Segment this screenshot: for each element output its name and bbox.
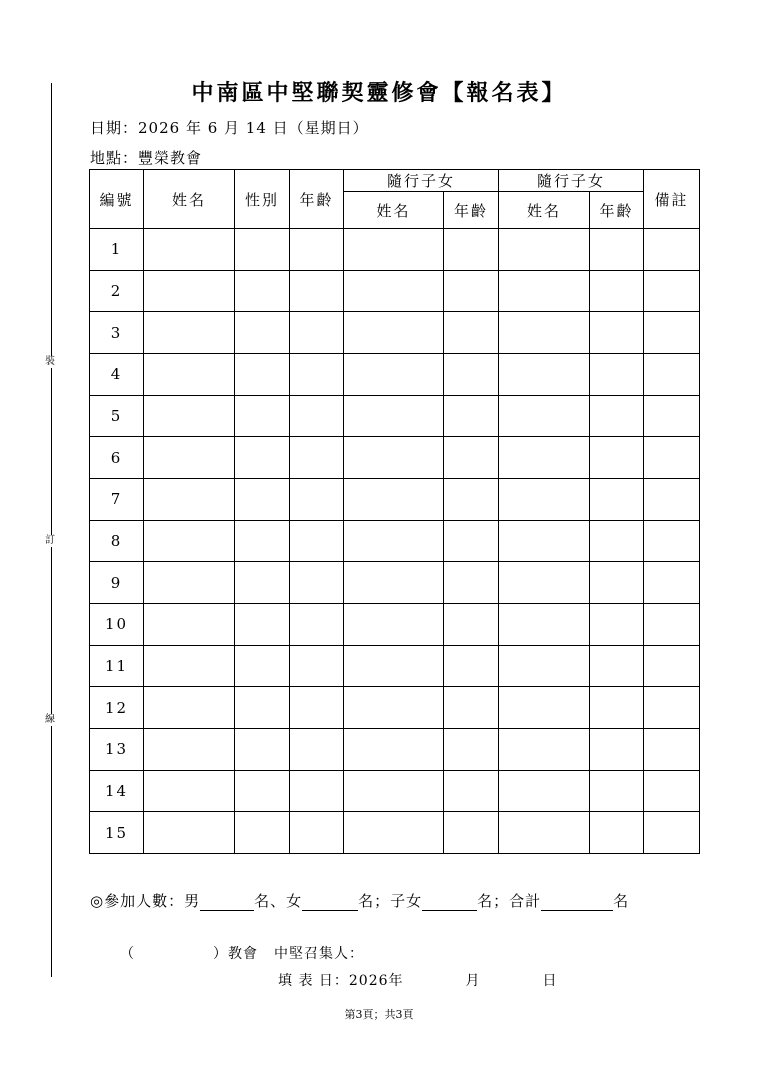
- child1-name-cell[interactable]: [344, 229, 444, 271]
- child1-age-cell[interactable]: [444, 353, 499, 395]
- summary-children-unit: 名；合計: [477, 892, 542, 910]
- name-cell[interactable]: [144, 645, 235, 687]
- child1-name-cell[interactable]: [344, 687, 444, 729]
- remarks-cell[interactable]: [644, 520, 700, 562]
- child2-age-cell[interactable]: [590, 312, 644, 354]
- child2-name-cell[interactable]: [499, 353, 590, 395]
- child2-age-cell[interactable]: [590, 728, 644, 770]
- child1-name-cell[interactable]: [344, 812, 444, 854]
- age-cell[interactable]: [290, 353, 344, 395]
- total-count-field[interactable]: [541, 892, 613, 911]
- child2-age-cell[interactable]: [590, 562, 644, 604]
- convener-label: 中堅召集人：: [274, 946, 364, 962]
- remarks-cell[interactable]: [644, 603, 700, 645]
- gender-cell[interactable]: [235, 478, 290, 520]
- age-cell[interactable]: [290, 645, 344, 687]
- child2-age-cell[interactable]: [590, 812, 644, 854]
- gender-cell[interactable]: [235, 812, 290, 854]
- row-number: 5: [90, 395, 144, 437]
- child2-name-cell[interactable]: [499, 229, 590, 271]
- child2-name-cell[interactable]: [499, 270, 590, 312]
- child1-age-cell[interactable]: [444, 687, 499, 729]
- table-row: [90, 353, 700, 395]
- name-cell[interactable]: [144, 520, 235, 562]
- child2-name-cell[interactable]: [499, 812, 590, 854]
- name-cell[interactable]: [144, 562, 235, 604]
- row-number: 12: [90, 687, 144, 729]
- remarks-cell[interactable]: [644, 353, 700, 395]
- name-cell[interactable]: [144, 437, 235, 479]
- child2-name-cell[interactable]: [499, 395, 590, 437]
- gender-cell[interactable]: [235, 353, 290, 395]
- gender-cell[interactable]: [235, 520, 290, 562]
- header-number: 編號: [90, 170, 144, 229]
- row-number: 10: [90, 603, 144, 645]
- child1-age-cell[interactable]: [444, 270, 499, 312]
- child1-age-cell[interactable]: [444, 312, 499, 354]
- event-location: 地點：豐榮教會: [90, 149, 203, 167]
- child1-name-cell[interactable]: [344, 353, 444, 395]
- remarks-cell[interactable]: [644, 395, 700, 437]
- child1-name-cell[interactable]: [344, 520, 444, 562]
- child1-name-cell[interactable]: [344, 478, 444, 520]
- name-cell[interactable]: [144, 270, 235, 312]
- remarks-cell[interactable]: [644, 312, 700, 354]
- female-count-field[interactable]: [302, 892, 358, 911]
- header-child1-name: 姓名: [344, 192, 444, 229]
- row-number: 8: [90, 520, 144, 562]
- fill-month-field[interactable]: [404, 973, 466, 989]
- remarks-cell[interactable]: [644, 728, 700, 770]
- gender-cell[interactable]: [235, 229, 290, 271]
- child1-age-cell[interactable]: [444, 770, 499, 812]
- name-cell[interactable]: [144, 395, 235, 437]
- male-count-field[interactable]: [200, 892, 254, 911]
- name-cell[interactable]: [144, 229, 235, 271]
- header-remarks: 備註: [644, 170, 700, 229]
- church-open-paren: （: [120, 946, 135, 962]
- child1-name-cell[interactable]: [344, 603, 444, 645]
- binding-mark-xian: 線: [45, 714, 55, 725]
- remarks-cell[interactable]: [644, 562, 700, 604]
- row-number: 3: [90, 312, 144, 354]
- gender-cell[interactable]: [235, 270, 290, 312]
- table-row: [90, 478, 700, 520]
- summary-male-unit: 名、女: [254, 892, 303, 910]
- age-cell[interactable]: [290, 478, 344, 520]
- age-cell[interactable]: [290, 229, 344, 271]
- church-convener-line: [120, 943, 364, 963]
- child1-name-cell[interactable]: [344, 270, 444, 312]
- registration-table: [89, 169, 700, 854]
- child1-name-cell[interactable]: [344, 437, 444, 479]
- table-row: [90, 437, 700, 479]
- name-cell[interactable]: [144, 687, 235, 729]
- table-row: [90, 812, 700, 854]
- header-accompanying-children-2: 隨行子女: [499, 170, 644, 192]
- age-cell[interactable]: [290, 562, 344, 604]
- child1-age-cell[interactable]: [444, 437, 499, 479]
- age-cell[interactable]: [290, 395, 344, 437]
- gender-cell[interactable]: [235, 603, 290, 645]
- child1-age-cell[interactable]: [444, 229, 499, 271]
- children-count-field[interactable]: [422, 892, 477, 911]
- age-cell[interactable]: [290, 520, 344, 562]
- church-name-field[interactable]: [135, 946, 213, 962]
- child2-name-cell[interactable]: [499, 437, 590, 479]
- remarks-cell[interactable]: [644, 770, 700, 812]
- name-cell[interactable]: [144, 603, 235, 645]
- remarks-cell[interactable]: [644, 229, 700, 271]
- gender-cell[interactable]: [235, 645, 290, 687]
- fill-date-line: [278, 970, 558, 990]
- row-number: 15: [90, 812, 144, 854]
- child1-age-cell[interactable]: [444, 395, 499, 437]
- child2-age-cell[interactable]: [590, 520, 644, 562]
- summary-prefix: ◎參加人數：男: [90, 892, 201, 910]
- header-child1-age: 年齡: [444, 192, 499, 229]
- child2-name-cell[interactable]: [499, 478, 590, 520]
- remarks-cell[interactable]: [644, 478, 700, 520]
- child2-age-cell[interactable]: [590, 770, 644, 812]
- event-date: 日期：2026 年 6 月 14 日（星期日）: [90, 119, 369, 137]
- age-cell[interactable]: [290, 437, 344, 479]
- row-number: 1: [90, 229, 144, 271]
- gender-cell[interactable]: [235, 312, 290, 354]
- gender-cell[interactable]: [235, 395, 290, 437]
- table-row: [90, 687, 700, 729]
- summary-total-unit: 名: [613, 892, 630, 910]
- header-accompanying-children-1: 隨行子女: [344, 170, 499, 192]
- remarks-cell[interactable]: [644, 270, 700, 312]
- fill-day-field[interactable]: [481, 973, 543, 989]
- child2-name-cell[interactable]: [499, 770, 590, 812]
- remarks-cell[interactable]: [644, 437, 700, 479]
- child1-age-cell[interactable]: [444, 520, 499, 562]
- child2-age-cell[interactable]: [590, 645, 644, 687]
- child2-name-cell[interactable]: [499, 728, 590, 770]
- header-gender: 性別: [235, 170, 290, 229]
- child1-age-cell[interactable]: [444, 562, 499, 604]
- name-cell[interactable]: [144, 770, 235, 812]
- page-title: 中南區中堅聯契靈修會【報名表】: [191, 80, 567, 106]
- table-row: [90, 728, 700, 770]
- table-row: [90, 562, 700, 604]
- age-cell[interactable]: [290, 770, 344, 812]
- fill-date-label: 填 表 日：2026年: [278, 973, 404, 989]
- child1-name-cell[interactable]: [344, 312, 444, 354]
- child2-age-cell[interactable]: [590, 603, 644, 645]
- age-cell[interactable]: [290, 728, 344, 770]
- page-number: 第3頁；共3頁: [344, 1008, 414, 1021]
- binding-mark-ding: 訂: [45, 535, 55, 546]
- child2-name-cell[interactable]: [499, 687, 590, 729]
- gender-cell[interactable]: [235, 437, 290, 479]
- table-row: [90, 229, 700, 271]
- gender-cell[interactable]: [235, 728, 290, 770]
- age-cell[interactable]: [290, 270, 344, 312]
- remarks-cell[interactable]: [644, 687, 700, 729]
- age-cell[interactable]: [290, 312, 344, 354]
- row-number: 6: [90, 437, 144, 479]
- child1-age-cell[interactable]: [444, 603, 499, 645]
- child2-name-cell[interactable]: [499, 562, 590, 604]
- table-row: [90, 603, 700, 645]
- row-number: 14: [90, 770, 144, 812]
- header-age: 年齡: [290, 170, 344, 229]
- child1-age-cell[interactable]: [444, 645, 499, 687]
- remarks-cell[interactable]: [644, 645, 700, 687]
- row-number: 7: [90, 478, 144, 520]
- age-cell[interactable]: [290, 687, 344, 729]
- remarks-cell[interactable]: [644, 812, 700, 854]
- gender-cell[interactable]: [235, 562, 290, 604]
- table-row: [90, 645, 700, 687]
- header-child2-name: 姓名: [499, 192, 590, 229]
- name-cell[interactable]: [144, 812, 235, 854]
- fill-date-month: 月: [465, 973, 481, 989]
- table-row: [90, 270, 700, 312]
- child1-name-cell[interactable]: [344, 728, 444, 770]
- child2-age-cell[interactable]: [590, 478, 644, 520]
- child2-name-cell[interactable]: [499, 312, 590, 354]
- table-row: [90, 312, 700, 354]
- child2-name-cell[interactable]: [499, 603, 590, 645]
- name-cell[interactable]: [144, 312, 235, 354]
- child1-age-cell[interactable]: [444, 728, 499, 770]
- child2-age-cell[interactable]: [590, 395, 644, 437]
- attendance-summary: [90, 890, 629, 911]
- fill-date-day: 日: [542, 973, 558, 989]
- child2-age-cell[interactable]: [590, 229, 644, 271]
- table-body: [90, 229, 700, 854]
- row-number: 2: [90, 270, 144, 312]
- name-cell[interactable]: [144, 478, 235, 520]
- table-row: [90, 520, 700, 562]
- row-number: 4: [90, 353, 144, 395]
- child2-name-cell[interactable]: [499, 520, 590, 562]
- child1-name-cell[interactable]: [344, 395, 444, 437]
- row-number: 9: [90, 562, 144, 604]
- age-cell[interactable]: [290, 603, 344, 645]
- name-cell[interactable]: [144, 353, 235, 395]
- gender-cell[interactable]: [235, 687, 290, 729]
- child2-age-cell[interactable]: [590, 687, 644, 729]
- header-child2-age: 年齡: [590, 192, 644, 229]
- row-number: 13: [90, 728, 144, 770]
- age-cell[interactable]: [290, 812, 344, 854]
- name-cell[interactable]: [144, 728, 235, 770]
- child2-age-cell[interactable]: [590, 437, 644, 479]
- child2-age-cell[interactable]: [590, 270, 644, 312]
- child2-name-cell[interactable]: [499, 645, 590, 687]
- child2-age-cell[interactable]: [590, 353, 644, 395]
- binding-line: [51, 83, 52, 977]
- summary-female-unit: 名；子女: [358, 892, 423, 910]
- child1-name-cell[interactable]: [344, 562, 444, 604]
- child1-name-cell[interactable]: [344, 645, 444, 687]
- child1-age-cell[interactable]: [444, 478, 499, 520]
- child1-name-cell[interactable]: [344, 770, 444, 812]
- table-row: [90, 395, 700, 437]
- table-row: [90, 770, 700, 812]
- header-name: 姓名: [144, 170, 235, 229]
- row-number: 11: [90, 645, 144, 687]
- gender-cell[interactable]: [235, 770, 290, 812]
- church-close-paren: ）教會: [213, 946, 258, 962]
- child1-age-cell[interactable]: [444, 812, 499, 854]
- binding-mark-zhuang: 裝: [45, 356, 55, 367]
